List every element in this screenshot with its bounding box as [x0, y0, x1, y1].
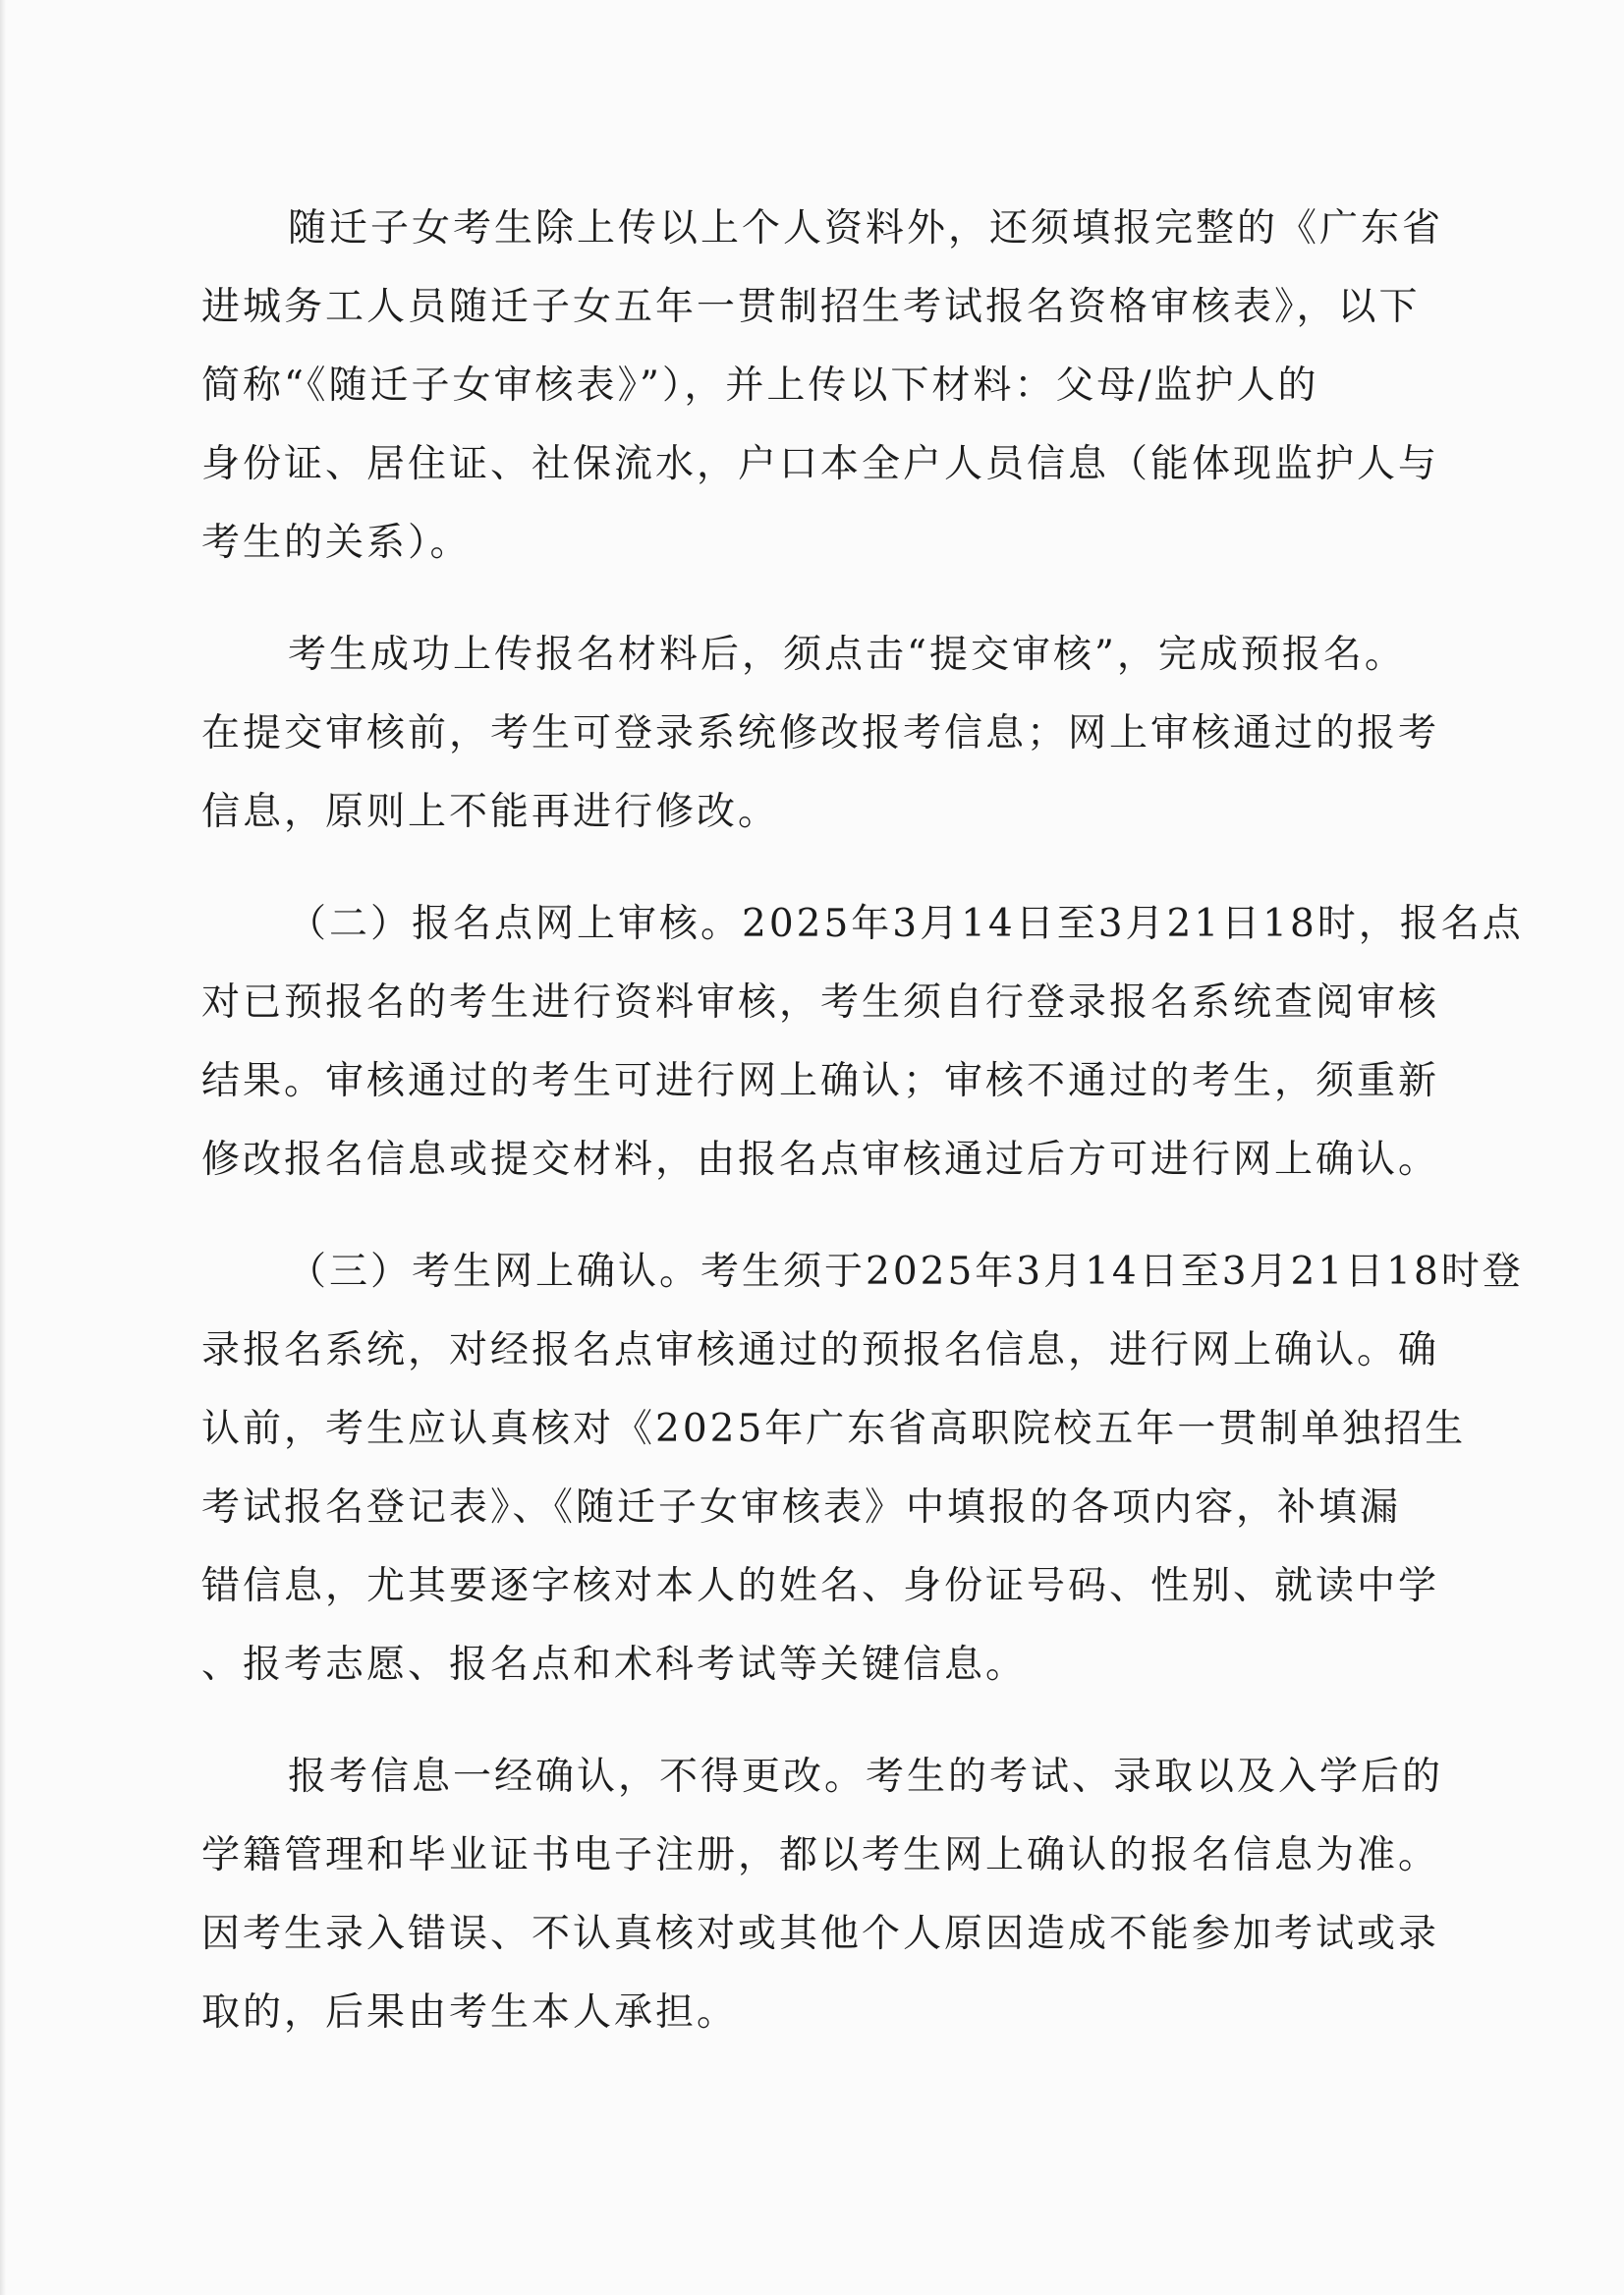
document-body: [201, 190, 1524, 2086]
text-line: 考生成功上传报名材料后，须点击“提交审核”，完成预报名。: [288, 633, 1406, 677]
text-line: （三）考生网上确认。考生须于2025年3月14日至3月21日18时登: [288, 1250, 1524, 1294]
text-line: 信息，原则上不能再进行修改。: [201, 790, 780, 834]
paragraph-submit-review: [201, 616, 1440, 852]
paragraph-upload-materials: [201, 190, 1444, 583]
text-line: 进城务工人员随迁子女五年一贯制招生考试报名资格审核表》，以下: [201, 285, 1421, 329]
text-line: 录报名系统，对经报名点审核通过的预报名信息，进行网上确认。确: [201, 1328, 1440, 1372]
text-line: 因考生录入错误、不认真核对或其他个人原因造成不能参加考试或录: [201, 1912, 1440, 1956]
text-line: 对已预报名的考生进行资料审核，考生须自行登录报名系统查阅审核: [201, 980, 1440, 1025]
text-line: （二）报名点网上审核。2025年3月14日至3月21日18时，报名点: [288, 902, 1524, 946]
text-line: 身份证、居住证、社保流水，户口本全户人员信息（能体现监护人与: [201, 442, 1440, 486]
paragraph-online-confirmation: [201, 1233, 1524, 1705]
text-line: 修改报名信息或提交材料，由报名点审核通过后方可进行网上确认。: [201, 1138, 1440, 1182]
text-line: 报考信息一经确认，不得更改。考生的考试、录取以及入学后的: [288, 1755, 1444, 1799]
text-line: 在提交审核前，考生可登录系统修改报考信息；网上审核通过的报考: [201, 711, 1440, 756]
text-line: 认前，考生应认真核对《2025年广东省高职院校五年一贯制单独招生: [201, 1407, 1467, 1451]
text-line: 随迁子女考生除上传以上个人资料外，还须填报完整的《广东省: [288, 206, 1444, 251]
text-line: 简称“《随迁子女审核表》”），并上传以下材料：父母/监护人的: [201, 364, 1319, 408]
text-line: 错信息，尤其要逐字核对本人的姓名、身份证号码、性别、就读中学: [201, 1564, 1440, 1608]
text-line: 结果。审核通过的考生可进行网上确认；审核不通过的考生，须重新: [201, 1059, 1440, 1103]
text-line: 学籍管理和毕业证书电子注册，都以考生网上确认的报名信息为准。: [201, 1833, 1440, 1877]
paragraph-no-changes: [201, 1738, 1444, 2052]
text-line: 、报考志愿、报名点和术科考试等关键信息。: [201, 1643, 1028, 1687]
paragraph-online-review: [201, 885, 1524, 1200]
text-line: 取的，后果由考生本人承担。: [201, 1990, 739, 2035]
text-line: 考试报名登记表》、《随迁子女审核表》中填报的各项内容，补填漏: [201, 1485, 1402, 1530]
text-line: 考生的关系）。: [201, 521, 472, 565]
scan-shadow-edge: [0, 0, 6, 2295]
